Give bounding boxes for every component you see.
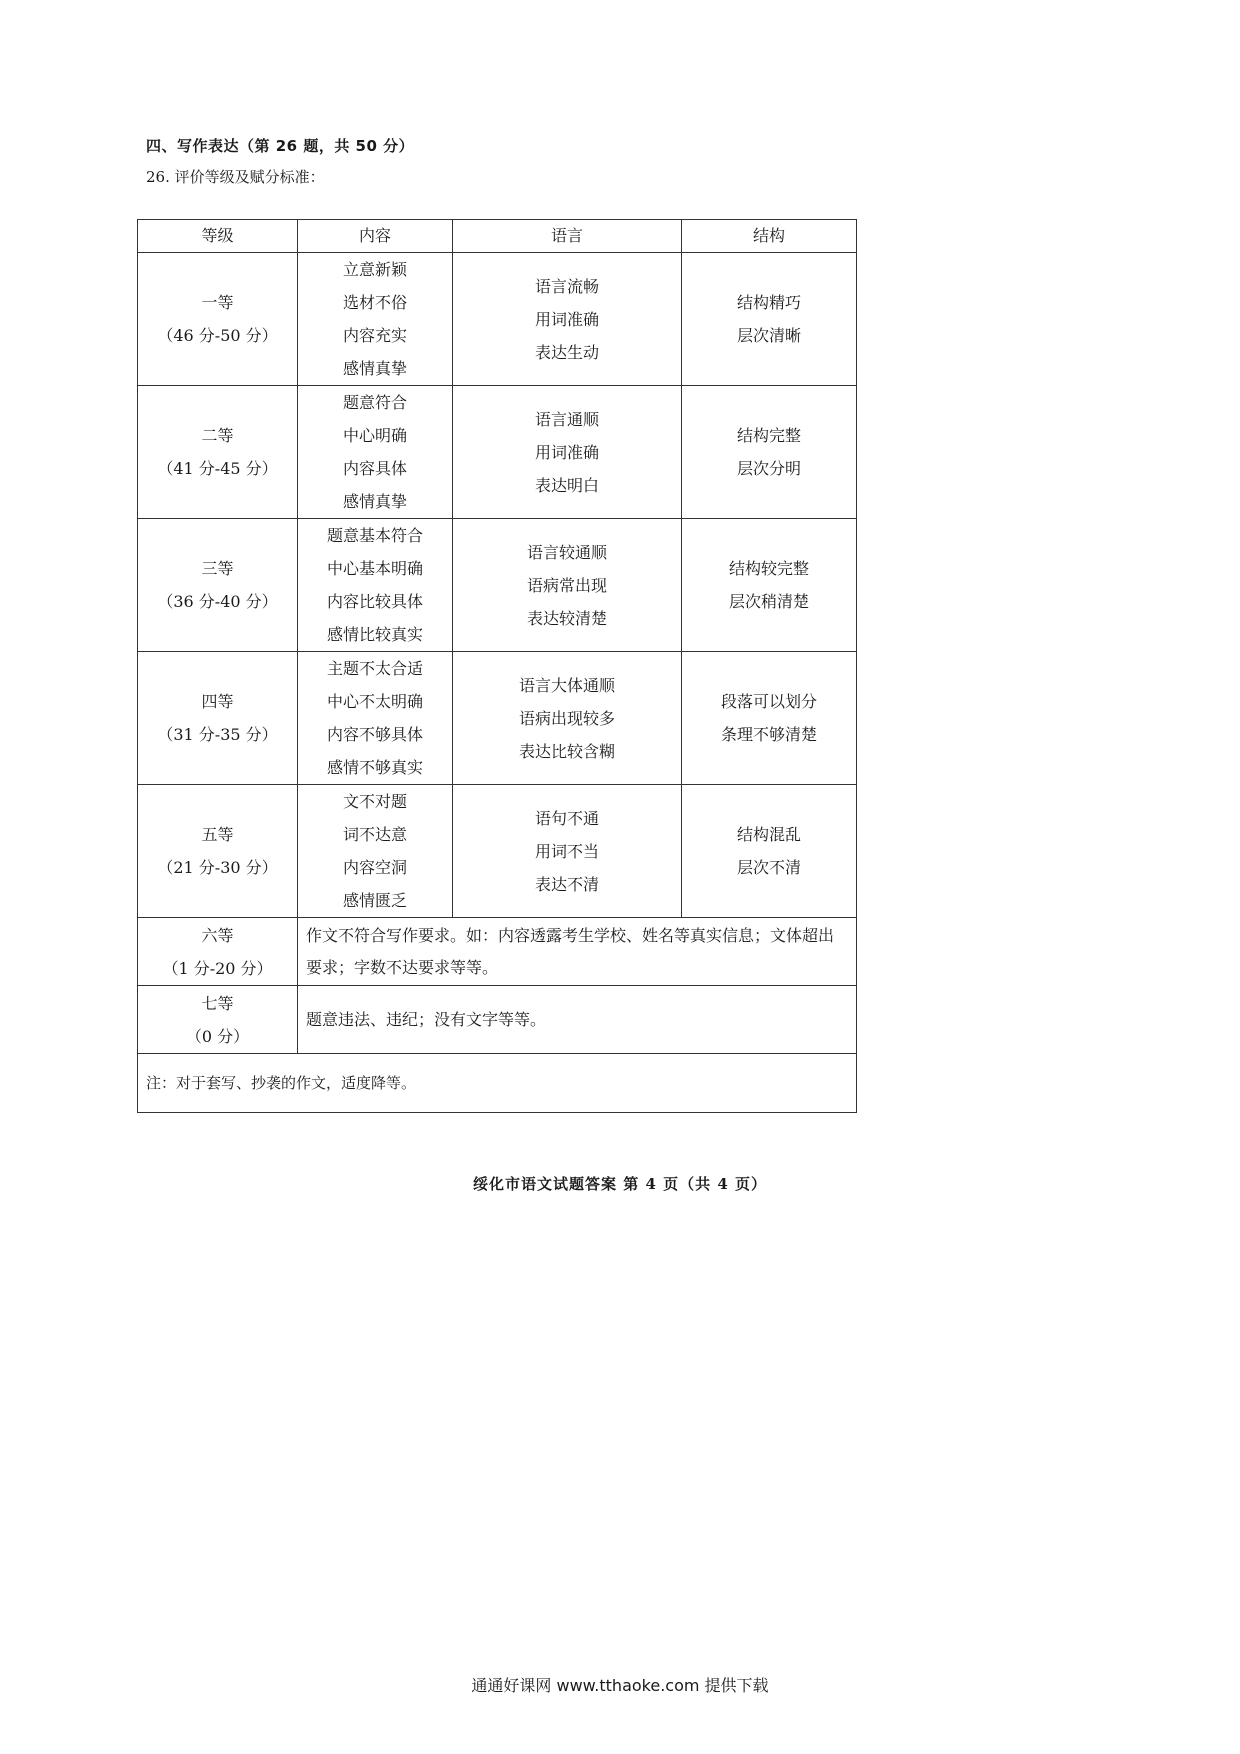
- rubric-table: [137, 219, 857, 1113]
- structure-line: 层次不清: [736, 858, 801, 877]
- structure-line: 层次清晰: [736, 326, 801, 345]
- grade-cell: [138, 918, 298, 986]
- structure-line: 结构精巧: [736, 293, 801, 312]
- header-language: 语言: [453, 220, 682, 253]
- grade-label: 五等: [201, 825, 234, 844]
- structure-line: 条理不够清楚: [720, 725, 817, 744]
- content-line: 立意新颖: [342, 260, 407, 279]
- content-line: 中心明确: [342, 426, 407, 445]
- grade-cell: [138, 652, 298, 785]
- content-line: 内容充实: [342, 326, 407, 345]
- content-line: 文不对题: [342, 792, 407, 811]
- grade-label: 四等: [201, 692, 234, 711]
- language-line: 语病出现较多: [518, 708, 615, 728]
- level6-description: 作文不符合写作要求。如：内容透露考生学校、姓名等真实信息；文体超出要求；字数不达要求等等。: [298, 918, 857, 986]
- content-line: 感情比较真实: [326, 625, 423, 644]
- content-line: 感情真挚: [342, 359, 407, 378]
- score-range: （21 分-30 分）: [157, 858, 278, 877]
- score-range: （41 分-45 分）: [157, 459, 278, 478]
- header-structure: 结构: [682, 220, 857, 253]
- language-line: 表达生动: [534, 342, 599, 362]
- language-line: 语言流畅: [534, 276, 599, 296]
- language-line: 语言大体通顺: [518, 675, 615, 695]
- table-row: [138, 1054, 857, 1113]
- content-cell: [298, 519, 453, 652]
- table-row: [138, 652, 857, 785]
- score-range: （36 分-40 分）: [157, 592, 278, 611]
- structure-cell: [682, 652, 857, 785]
- content-line: 中心基本明确: [326, 559, 423, 578]
- structure-cell: [682, 785, 857, 918]
- header-grade: 等级: [138, 220, 298, 253]
- content-cell: [298, 253, 453, 386]
- table-row: [138, 986, 857, 1054]
- content-line: 内容具体: [342, 459, 407, 478]
- content-cell: [298, 386, 453, 519]
- content-line: 内容比较具体: [326, 592, 423, 611]
- content-line: 词不达意: [342, 825, 407, 844]
- content-line: 内容空洞: [342, 858, 407, 877]
- grade-cell: [138, 386, 298, 519]
- language-line: 用词准确: [534, 309, 599, 329]
- content-line: 选材不俗: [342, 293, 407, 312]
- grade-label: 六等: [201, 925, 234, 945]
- section-title: 四、写作表达（第 26 题，共 50 分）: [146, 137, 415, 155]
- page-footer: 绥化市语文试题答案 第 4 页（共 4 页）: [473, 1175, 767, 1193]
- language-line: 表达比较含糊: [518, 741, 615, 761]
- content-line: 主题不太合适: [326, 659, 423, 678]
- language-line: 语病常出现: [526, 575, 607, 595]
- table-row: [138, 386, 857, 519]
- language-cell: [453, 386, 682, 519]
- language-cell: [453, 519, 682, 652]
- grade-label: 一等: [201, 293, 234, 312]
- grade-label: 三等: [201, 559, 234, 578]
- language-line: 语言通顺: [534, 409, 599, 429]
- language-line: 表达较清楚: [526, 608, 607, 628]
- table-row: [138, 253, 857, 386]
- content-cell: [298, 652, 453, 785]
- structure-line: 层次稍清楚: [728, 592, 809, 611]
- structure-line: 结构混乱: [736, 825, 801, 844]
- grade-cell: [138, 519, 298, 652]
- table-header-row: [138, 220, 857, 253]
- content-line: 中心不太明确: [326, 692, 423, 711]
- table-row: [138, 519, 857, 652]
- language-line: 用词准确: [534, 442, 599, 462]
- score-range: （31 分-35 分）: [157, 725, 278, 744]
- language-line: 语言较通顺: [526, 542, 607, 562]
- grade-cell: [138, 253, 298, 386]
- download-watermark: 通通好课网 www.tthaoke.com 提供下载: [471, 1676, 769, 1695]
- content-line: 内容不够具体: [326, 725, 423, 744]
- language-cell: [453, 785, 682, 918]
- score-range: （1 分-20 分）: [162, 958, 273, 978]
- language-cell: [453, 253, 682, 386]
- grade-label: 七等: [201, 993, 234, 1013]
- content-line: 感情不够真实: [326, 758, 423, 777]
- language-line: 用词不当: [534, 841, 599, 861]
- content-line: 题意基本符合: [326, 526, 423, 545]
- grade-label: 二等: [201, 426, 234, 445]
- content-line: 感情匮乏: [342, 891, 407, 910]
- language-line: 语句不通: [534, 808, 599, 828]
- structure-line: 结构完整: [736, 426, 801, 445]
- structure-line: 结构较完整: [728, 559, 809, 578]
- header-content: 内容: [298, 220, 453, 253]
- language-line: 表达不清: [534, 874, 599, 894]
- table-row: [138, 918, 857, 986]
- grade-cell: [138, 785, 298, 918]
- structure-cell: [682, 519, 857, 652]
- language-line: 表达明白: [534, 475, 599, 495]
- language-cell: [453, 652, 682, 785]
- grade-cell: [138, 986, 298, 1054]
- table-note: 注：对于套写、抄袭的作文，适度降等。: [138, 1054, 857, 1113]
- structure-line: 段落可以划分: [720, 692, 817, 711]
- score-range: （46 分-50 分）: [157, 326, 278, 345]
- score-range: （0 分）: [185, 1026, 250, 1046]
- content-cell: [298, 785, 453, 918]
- table-row: [138, 785, 857, 918]
- question-intro: 26. 评价等级及赋分标准：: [146, 168, 325, 186]
- content-line: 感情真挚: [342, 492, 407, 511]
- structure-cell: [682, 253, 857, 386]
- content-line: 题意符合: [342, 393, 407, 412]
- level7-description: 题意违法、违纪；没有文字等等。: [298, 986, 857, 1054]
- structure-line: 层次分明: [736, 459, 801, 478]
- structure-cell: [682, 386, 857, 519]
